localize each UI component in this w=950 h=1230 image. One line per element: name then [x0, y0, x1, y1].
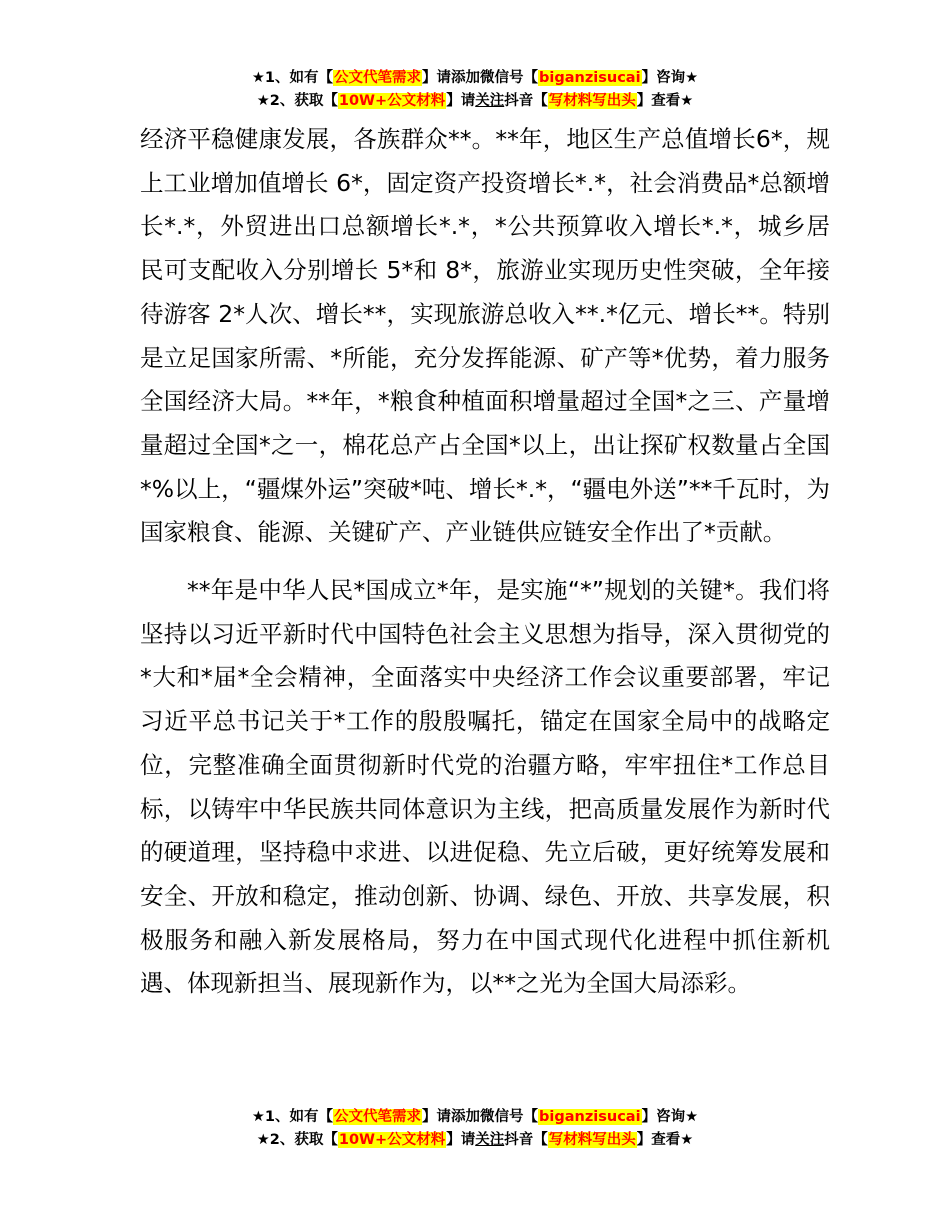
footer-promo-line-1-prefix: ★1、如有【	[251, 1109, 334, 1125]
promo-line-1-suffix: 】咨询★	[641, 70, 699, 86]
promo-follow-underlined: 关注	[475, 93, 505, 109]
promo-line-1-middle: 】请添加微信号【	[422, 70, 539, 86]
promo-highlight-douyin-account: 写材料写出头	[548, 93, 636, 109]
footer-promo-line-2-suffix: 】查看★	[636, 1132, 694, 1148]
footer-promo-follow-underlined: 关注	[475, 1132, 505, 1148]
footer-promo-highlight-writing-service: 公文代笔需求	[334, 1109, 422, 1125]
footer-promo-line-1-middle: 】请添加微信号【	[422, 1109, 539, 1125]
promo-line-2-suffix: 】查看★	[636, 93, 694, 109]
footer-promo-line-2	[0, 1129, 950, 1152]
promo-line-2-prefix: ★2、获取【	[256, 93, 338, 109]
footer-promo-line-1	[0, 1106, 950, 1129]
promo-line-2-middle-a: 】请	[446, 93, 476, 109]
promo-line-1-prefix: ★1、如有【	[251, 70, 334, 86]
promo-line-2-middle-b: 抖音【	[504, 93, 548, 109]
paragraph-economy-results: 经济平稳健康发展，各族群众**。**年，地区生产总值增长6*，规上工业增加值增长 6*，固定资产投资增长*.*，社会消费品*总额增长*.*，外贸进出口总额增长*.*，*公共预算收入增长*.*，城乡居民可支配收入分别增长 5*和 8*，旅游业实现历史性突破，全年接待游客 2*人次、增长**，实现旅游总收入**.*亿元、增长**。特别是立足国家所需、*所能，充分发挥能源、矿产等*优势，着力服务全国经济大局。**年，*粮食种植面积增量超过全国*之三、产量增量超过全国*之一，棉花总产占全国*以上，出让探矿权数量占全国*%以上，“疆煤外运”突破*吨、增长*.*，“疆电外送”**千瓦时，为国家粮食、能源、关键矿产、产业链供应链安全作出了*贡献。	[140, 125, 830, 547]
promo-highlight-materials: 10W+公文材料	[338, 93, 446, 109]
promo-line-2	[0, 90, 950, 113]
promo-highlight-wechat-id: biganzisucai	[539, 70, 641, 86]
footer-promo-line-2-middle-a: 】请	[446, 1132, 476, 1148]
footer-promo-highlight-materials: 10W+公文材料	[338, 1132, 446, 1148]
promo-highlight-writing-service: 公文代笔需求	[334, 70, 422, 86]
paragraph-future-plan: **年是中华人民*国成立*年，是实施“*”规划的关键*。我们将坚持以习近平新时代中国特色社会主义思想为指导，深入贯彻党的*大和*届*全会精神，全面落实中央经济工作会议重要部署，牢记习近平总书记关于*工作的殷殷嘱托，锚定在国家全局中的战略定位，完整准确全面贯彻新时代党的治疆方略，牢牢扭住*工作总目标，以铸牢中华民族共同体意识为主线，把高质量发展作为新时代的硬道理，坚持稳中求进、以进促稳、先立后破，更好统筹发展和安全、开放和稳定，推动创新、协调、绿色、开放、共享发展，积极服务和融入新发展格局，努力在中国式现代化进程中抓住新机遇、体现新担当、展现新作为，以**之光为全国大局添彩。	[140, 576, 830, 998]
document-body	[140, 118, 830, 1006]
footer-promo-highlight-wechat-id: biganzisucai	[539, 1109, 641, 1125]
footer-promo-line-2-middle-b: 抖音【	[504, 1132, 548, 1148]
footer-promo-banner	[0, 1106, 950, 1152]
footer-promo-line-2-prefix: ★2、获取【	[256, 1132, 338, 1148]
header-promo-banner	[0, 67, 950, 113]
promo-line-1	[0, 67, 950, 90]
footer-promo-line-1-suffix: 】咨询★	[641, 1109, 699, 1125]
footer-promo-highlight-douyin-account: 写材料写出头	[548, 1132, 636, 1148]
